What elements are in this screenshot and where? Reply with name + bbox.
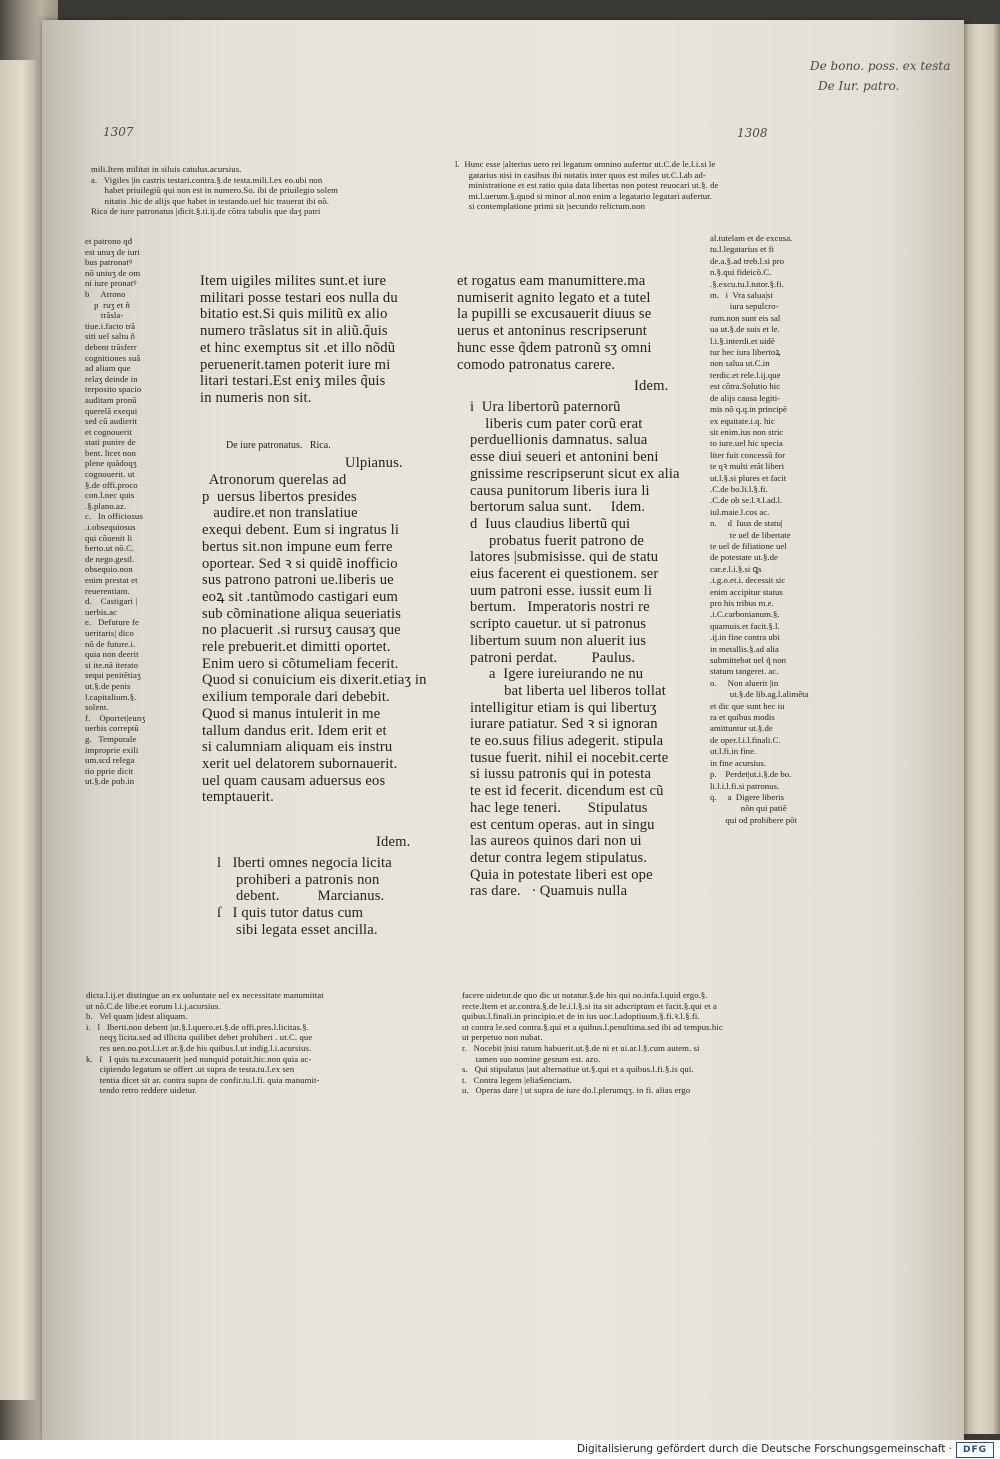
main-text-col2-body: i Ura libertorũ paternorũ liberis cum pater corũ erat perduellionis damnatus. salua esse diui seueri et antonini beni gnissime rescripserunt sicut ex alia causa punitorum liberis iura li bertorum salua sunt. Idem. d Iuus claudius libertũ qui probatus fuerit patrono de latores |submisisse. qui de statu eius facerent ei questionem. ser uum patroni esse. iussit eum li bertum. Imperatoris nostri re scripto cauetur. ut si patronus libertum suum non aluerit ius patroni perdat. Paulus. a Igere iureiurando ne nu bat liberta uel liberos tollat intelligitur etiam is qui libertuʒ iurare patiatur. Sed ꝛ si ignoran te eo.suus filius adegerit. stipula tusue fuerit. nihil ei nocebit.certe si iussu patronis qui in potesta te est id fecerit. dicendum est cũ hac lege teneri. Stipulatus est centum operas. aut in singu las aureos quinos dari non ui detur contra legem stipulatus. Quia in potestate liberi est ope ras dare. ∙ Quamuis nulla	[470, 399, 680, 900]
footer-bar	[0, 1440, 1000, 1459]
folio-number-right: 1308	[737, 126, 768, 140]
main-text-col1-end: l Iberti omnes negocia licita prohiberi a patronis non debent. Marcianus. ſ I quis tutor datus cum sibi legata esset ancilla.	[217, 855, 392, 938]
page-stack-edge	[964, 24, 1000, 1434]
gloss-top-right: l. Hunc esse |alterius uero rei legatum omnino aufertur ut.C.de le.l.i.si le gatarius nisi in casibus ibi notatis inter quos est miles ut.C.l.ab ad- ministratione et est ratio quia data libertas non potest reuocari ut.§. de mi.l.uerum.§.quod si minor al.non enim a legatario legatari aufertur. si contemplatione primi sit |secundo relictum.non	[455, 159, 719, 212]
gloss-left-margin: et patrono qđ est unuʒ de iuri bus patronatꝰ nõ uniuʒ de om ni iure pronatꝰ b Atrono p ruʒ et ñ trãsla- tiue.i.facto trã siti uel saltu ñ debent trãsferr cognitiones suã ad aliam que relaʒ deinde in terposito spacio auditam pronũ querelã exequi sed cũ audierit et cognouerit stati punire de bent. licet non plene quãdoqʒ cognouerit. ut §.de offi.proco con.l.nec quis .§.plano.az. c. In officiosus .i.obsequiosus qui cõuenit li berto.ut nõ.C. de nego.gestl. obsequio.non enim prestat et reuerentiam. d. Castigari | uerbis.ac e. Defuture fe ueritaris| dico nõ de future.i. quia non deerit si ite.nã iterato sequi penitẽtiaʒ ut.§.de penis l.capitalium.§. solent. f. Oportet|eunʒ uerbis correptũ g. Temporale improprie exili um.scd relega tio pprie dicit ut.§.de pub.in	[85, 236, 146, 787]
main-text-col1-body: Atronorum querelas ad p uersus libertos presides audire.et non translatiue exequi debent. Eum si ingratus li bertus sit.non impune eum ferre oportear. Sed ꝛ si quidẽ inofficio sus patrono patroni ue.liberis ue eoꝝ sit .tantũmodo castigari eum sub cõminatione aliqua seueriatis no placuerit .si rursuʒ causaʒ que rele prebuerit.et dimitti oportet. Enim uero si cõtumeliam fecerit. Quod si conuicium eis dixerit.etiaʒ in exilium temporale dari debebit. Quod si manus intulerit in me tallum dandus erit. Idem erit et si calumniam aliquam eis instru xerit uel delatorem subornauerit. uel quam causam aduersus eos temptauerit.	[202, 472, 427, 806]
section-author: Ulpianus.	[345, 455, 403, 471]
gloss-right-margin: al.tutelam et de excusa. tu.l.legatarius et fi de.a.§.ad treb.l.si pro n.§.qui fideicõ.C. .§.excu.tu.l.tutor.§.fi. m. i Vra salua|si iura sepulcro- rum.non sunt eis sal ua ut.§.de suis et le. l.i.§.interdi.et uidẽ tur hec iura libertoꝝ non salua ut.C.in terdic.et rele.l.ij.que est cõtra.Solutio hic de alijs causa legiti- mis nõ q.q.in principẽ ex equitate.i.q. hic sit enim.ius non stric to iure.uel hic specia liter fuit concessũ for te qꝛ multi erãt liberi ut.l.§.si plures et facit .C.de bo.li.l.§.fi. .C.de ob se.l.ꝛ.l.ad.l. iul.maie.l.cos ac. n. d Iuus de statu| te uel de libertate te uel de filiatione uel de potestate ut.§.de car.e.l.i.§.si ꝗs .i.g.o.et.i. decessit sic enim accipitur status pro his tribus m.e. .i.C.carbonianum.§. quamuis.et facit.§.l. .ij.in fine contra ubi in metallis.§.ad alia submittebat uel q̃ non statum tangeret. ac. o. Non aluerit |in ut.§.de lib.ag.l.alimẽta et dic que sunt hec iu ra et quibus modis amittuntur ut.§.de de oper.l.i.l.finali.C. ut.l.fi.in fine. in fine acursius. p. Perdet|ut.i.§.de bo. li.l.i.l.fi.si patronus. q. a Digere liberis nõn qui patiẽ qui od prohibere põt	[710, 233, 809, 825]
funding-credit: Digitalisierung gefördert durch die Deutsche Forschungsgemeinschaft ·	[576, 1443, 952, 1455]
folio-number-left: 1307	[103, 125, 134, 139]
col2-idem-label: Idem.	[634, 378, 669, 394]
gloss-bottom-right: facere uidetur.de quo dic ut notatur.§.de his qui no.infa.l.quid ergo.§. recte.Item et ar.contra.§.de le.i.l.§.si ita sit adscriptum et facit.§.qui et a quibus.l.finali.in principio.et de in ius uoc.l.adoptiuum.§.fi.ꝛ.l.§.fi. ut contra le.sed contra.§.qui et a quibus.l.penultima.sed ibi ad tempus.hic ut perpetuo non nubat. r. Nocebit |nisi ratum habuerit.ut.§.de ni et ui.ar.l.§.cum autem. si tamen suo nomine gestum est. azo. s. Qui stipulatus |aut alternatiue ut.§.qui et a quibus.l.fi.§.is qui. t. Contra legem |eliaSenciam. u. Operas dare | ut supra de iure do.l.plerumqʒ. in fi. alias ergo	[462, 990, 723, 1096]
gloss-top-left: mili.Item militat in siluis catulus.acursius. a. Vigiles |in castris testari.contra.§.de testa.mili.l.ex eo.ubi non habet priuilegiũ qui non est in numero.So. ibi de priuilegio solem nitatis .hic de alijs que habet in testando.uel hic trauerat ibi nõ. Rica de iure patronatus |dicit.§.ti.ij.de cõtra tabulis que daʒ patri	[91, 164, 339, 217]
section-rubric: De iure patronatus. Rica.	[226, 440, 331, 451]
main-text-col1-intro: Item uigiles milites sunt.et iure militari posse testari eos nulla du bitatio est.Si quis militũ ex alio numero trãslatus sit in aliũ.q̃uis et hinc exemptus sit .et illo nõdũ peruenerit.tamen poterit iure mi litari testari.Est eniʒ miles q̃uis in numeris non sit.	[200, 273, 398, 406]
dfg-logo-icon: DFG	[956, 1442, 994, 1458]
main-text-col2-intro: et rogatus eam manumittere.ma numiserit agnito legato et a tutel la pupilli se excusauerit diuus se uerus et antoninus rescripserunt hunc esse q̃dem patronũ sʒ omni comodo patronatus carere.	[457, 273, 652, 373]
gloss-bottom-left: dicta.l.ij.et distingue an ex uoluntate uel ex necessitate manumittat ut nõ.C.de libe.et eorum l.i.j.acursius. b. Vel quam |idest aliquam. i. l Iberti.non debent |ut.§.l.quero.et.§.de offi.pres.l.licitas.§. neqʒ licita.sed ad illicita quilibet debet prohiberi . ut.C. que res uen.no.pot.l.i.et ar.§.de his quibus.l.ut indig.l.i.acursius. k. ſ I quis tu.excusauerit |sed nunquid potuit.hic.non quia ac- cipiendo legatum se offert .ut supra de testa.tu.l.ex sen tentia dicet sit ar. contra supra de confir.tu.l.fi. quia manumit- tendo retro reddere uidetur.	[86, 990, 324, 1096]
col1-idem-label: Idem.	[376, 834, 411, 850]
handwritten-annotation-1: De bono. poss. ex testa	[810, 59, 951, 73]
handwritten-annotation-2: De Iur. patro.	[818, 79, 900, 93]
left-page-fragment	[0, 60, 36, 1400]
